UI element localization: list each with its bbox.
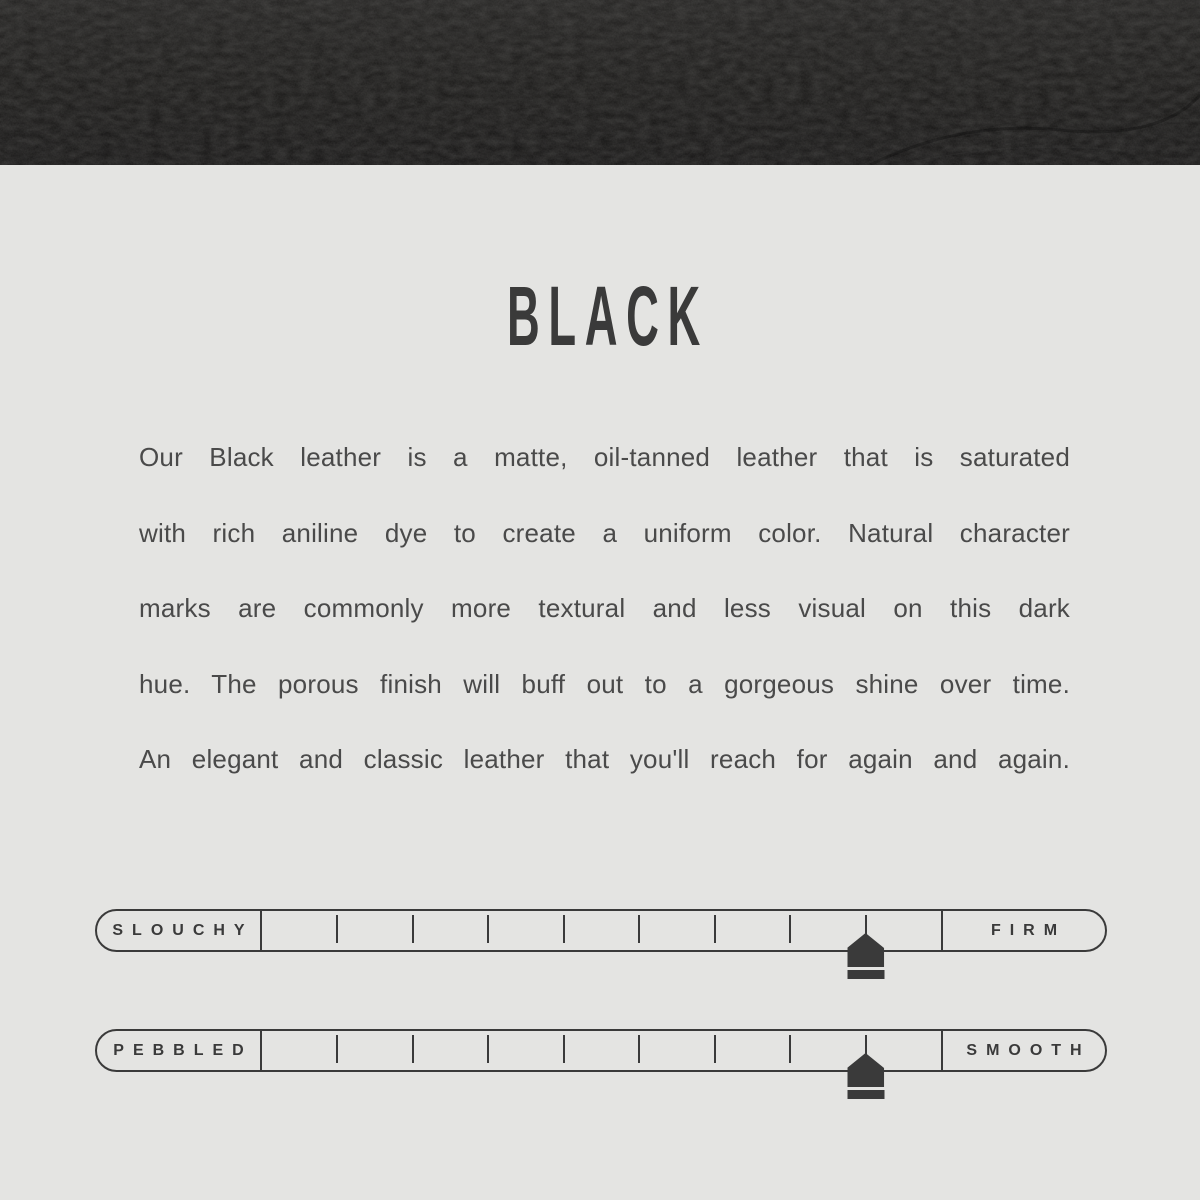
scale-tick [336,915,338,943]
scale-right-section [941,1031,1105,1070]
scale-tick [563,1035,565,1063]
page-title-text: BLACK [507,269,709,363]
scale-tick [487,915,489,943]
scale-left-section [97,1031,262,1070]
scale-tick [714,1035,716,1063]
marker-arrow-icon [847,933,884,967]
marker-arrow-icon [847,1053,884,1087]
description-line: marks are commonly more textural and less visual on this dark [139,593,1070,623]
leather-texture-graphic [0,0,1200,165]
scale-left-section [97,911,262,950]
description-line: An elegant and classic leather that you'll reach for again and again. [139,744,1070,774]
description-line: hue. The porous finish will buff out to a gorgeous shine over time. [139,668,1070,699]
scale-right-label: FIRM [990,921,1067,939]
pebbled-smooth-scale [95,1029,1107,1072]
page-title [0,269,1200,363]
leather-photo [0,0,1200,165]
description-line: Our Black leather is a matte, oil-tanned leather that is saturated [139,442,1070,472]
description [139,420,1070,798]
scale-tick [487,1035,489,1063]
scale-right-section [941,911,1105,950]
slouchy-firm-scale [95,909,1107,952]
scale-tick [638,1035,640,1063]
scale-tick [789,1035,791,1063]
scale-left-label: SLOUCHY [112,921,254,939]
scale-tick [412,1035,414,1063]
scale-track [262,1031,941,1070]
scale-tick [638,915,640,943]
scale-tick [563,915,565,943]
marker-strip [847,1090,884,1099]
scale-tick [714,915,716,943]
scale-marker [847,933,884,979]
scale-tick [789,915,791,943]
scale-tick [336,1035,338,1063]
scale-right-label: SMOOTH [966,1041,1091,1059]
scale-left-label: PEBBLED [113,1041,253,1059]
scale-tick [412,915,414,943]
marker-strip [847,970,884,979]
scale-track [262,911,941,950]
scale-marker [847,1053,884,1099]
description-line: with rich aniline dye to create a uniform color. Natural character [139,517,1070,548]
